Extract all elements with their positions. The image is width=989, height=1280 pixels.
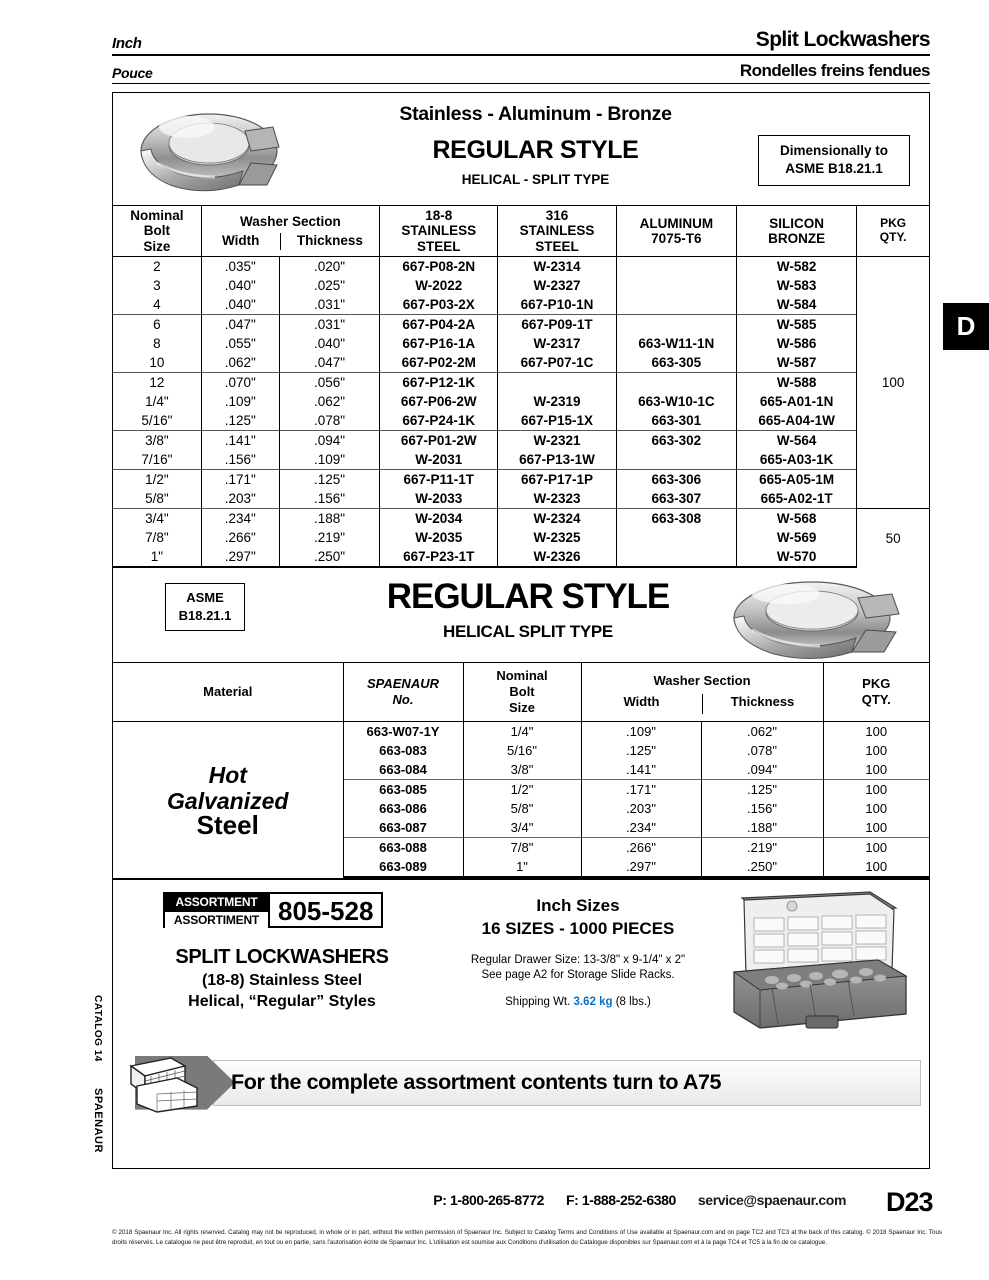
cell-18-8-stainless: 667-P03-2X bbox=[380, 295, 498, 315]
table-row bbox=[113, 470, 929, 490]
cell-width: .234" bbox=[581, 818, 701, 838]
cell-bolt-size: 3/4" bbox=[113, 509, 201, 529]
cell-316-stainless: W-2324 bbox=[498, 509, 616, 529]
th-316-l2: STAINLESS bbox=[519, 223, 595, 239]
th-bronze-l1: SILICON bbox=[769, 215, 824, 231]
cell-thickness: .109" bbox=[279, 450, 379, 470]
cell-bolt-size: 7/16" bbox=[113, 450, 201, 470]
cell-bolt-size: 10 bbox=[113, 353, 201, 373]
section1-type-line: HELICAL - SPLIT TYPE bbox=[461, 172, 610, 187]
cell-bolt-size: 5/8" bbox=[113, 489, 201, 509]
cell-316-stainless: W-2317 bbox=[498, 334, 616, 353]
cell-silicon-bronze: W-585 bbox=[736, 315, 856, 335]
cell-316-stainless: 667-P17-1P bbox=[498, 470, 616, 490]
cell-aluminum bbox=[616, 547, 736, 567]
header-unit-inch: Inch bbox=[112, 35, 142, 52]
cell-width: .109" bbox=[581, 721, 701, 741]
drawer-box-icon bbox=[123, 1054, 221, 1114]
cell-316-stainless: W-2327 bbox=[498, 276, 616, 295]
cell-bolt-size: 1/2" bbox=[463, 779, 581, 799]
cell-aluminum bbox=[616, 315, 736, 335]
assortment-banner[interactable] bbox=[113, 1048, 929, 1118]
cell-silicon-bronze: 665-A03-1K bbox=[736, 450, 856, 470]
th-nominal-l2: Bolt bbox=[143, 223, 170, 239]
table-row bbox=[113, 547, 929, 567]
cell-aluminum: 663-302 bbox=[616, 431, 736, 451]
cell-width: .266" bbox=[201, 528, 279, 547]
cell-bolt-size: 3/8" bbox=[113, 431, 201, 451]
th-188-l2: STAINLESS bbox=[401, 223, 477, 239]
cell-width: .203" bbox=[581, 799, 701, 818]
cell-silicon-bronze: W-586 bbox=[736, 334, 856, 353]
table-row bbox=[113, 334, 929, 353]
cell-width: .040" bbox=[201, 295, 279, 315]
cell-18-8-stainless: W-2035 bbox=[380, 528, 498, 547]
table-row bbox=[113, 257, 929, 277]
th2-pkg-l2: QTY. bbox=[861, 691, 891, 707]
cell-silicon-bronze: W-570 bbox=[736, 547, 856, 567]
assortment-drawer-info bbox=[438, 953, 718, 984]
footer-fax: F: 1-888-252-6380 bbox=[565, 1192, 676, 1208]
cell-316-stainless: 667-P10-1N bbox=[498, 295, 616, 315]
cell-silicon-bronze: 665-A05-1M bbox=[736, 470, 856, 490]
washer-illustration bbox=[127, 101, 292, 197]
cell-316-stainless: W-2321 bbox=[498, 431, 616, 451]
cell-spaenaur-no: 663-085 bbox=[343, 779, 463, 799]
cell-aluminum: 663-307 bbox=[616, 489, 736, 509]
th-silicon-bronze bbox=[736, 206, 856, 257]
cell-bolt-size: 5/16" bbox=[463, 741, 581, 760]
cell-width: .171" bbox=[581, 779, 701, 799]
th-nominal-l3: Size bbox=[143, 238, 171, 254]
table-row bbox=[113, 373, 929, 393]
cell-thickness: .188" bbox=[279, 509, 379, 529]
cell-thickness: .094" bbox=[701, 760, 823, 780]
cell-thickness: .078" bbox=[279, 411, 379, 431]
th-washer-section: Washer Section bbox=[240, 214, 341, 230]
cell-aluminum bbox=[616, 373, 736, 393]
th2-nom-l1: Nominal bbox=[496, 668, 548, 684]
cell-aluminum bbox=[616, 450, 736, 470]
cell-width: .234" bbox=[201, 509, 279, 529]
th-washer-section-group bbox=[201, 206, 379, 257]
shipping-prefix: Shipping Wt. bbox=[505, 995, 574, 1008]
cell-316-stainless: 667-P13-1W bbox=[498, 450, 616, 470]
cell-18-8-stainless: 667-P04-2A bbox=[380, 315, 498, 335]
asme-standard-box bbox=[165, 583, 245, 631]
margin-brand-text: SPAENAUR bbox=[92, 1088, 104, 1153]
cell-316-stainless: 667-P15-1X bbox=[498, 411, 616, 431]
split-lockwasher-photo-2 bbox=[696, 572, 926, 662]
dim-box-line2: ASME B18.21.1 bbox=[785, 161, 883, 177]
cell-silicon-bronze: W-582 bbox=[736, 257, 856, 277]
page-header bbox=[112, 28, 930, 84]
cell-316-stainless: W-2323 bbox=[498, 489, 616, 509]
hot-galvanized-steel-table bbox=[113, 663, 929, 878]
cell-316-stainless: W-2319 bbox=[498, 392, 616, 411]
assortment-storage-note: See page A2 for Storage Slide Racks. bbox=[481, 969, 675, 982]
footer-phone: P: 1-800-265-8772 bbox=[433, 1192, 544, 1208]
cell-width: .171" bbox=[201, 470, 279, 490]
cell-silicon-bronze: W-588 bbox=[736, 373, 856, 393]
cell-316-stainless: 667-P09-1T bbox=[498, 315, 616, 335]
cell-thickness: .031" bbox=[279, 315, 379, 335]
th2-nom-l2: Bolt bbox=[509, 684, 535, 700]
cell-bolt-size: 3/4" bbox=[463, 818, 581, 838]
header-unit-pouce: Pouce bbox=[112, 65, 153, 81]
cell-width: .062" bbox=[201, 353, 279, 373]
cell-thickness: .219" bbox=[279, 528, 379, 547]
cell-silicon-bronze: 665-A02-1T bbox=[736, 489, 856, 509]
shipping-kg: 3.62 kg bbox=[573, 995, 613, 1008]
cell-18-8-stainless: W-2022 bbox=[380, 276, 498, 295]
cell-thickness: .250" bbox=[701, 857, 823, 877]
table-row bbox=[113, 295, 929, 315]
cell-18-8-stainless: 667-P02-2M bbox=[380, 353, 498, 373]
cell-width: .070" bbox=[201, 373, 279, 393]
cell-aluminum: 663-W11-1N bbox=[616, 334, 736, 353]
th-pkg-qty bbox=[857, 206, 929, 257]
th2-nom-l3: Size bbox=[508, 699, 535, 715]
table-row bbox=[113, 489, 929, 509]
cell-18-8-stainless: 667-P06-2W bbox=[380, 392, 498, 411]
cell-thickness: .156" bbox=[279, 489, 379, 509]
table-row bbox=[113, 411, 929, 431]
th-316-l1: 316 bbox=[545, 208, 569, 223]
th-pkg-l2: QTY. bbox=[879, 230, 907, 245]
cell-18-8-stainless: 667-P23-1T bbox=[380, 547, 498, 567]
section-tab-d[interactable]: D bbox=[943, 303, 989, 350]
table-row bbox=[113, 315, 929, 335]
cell-18-8-stainless: 667-P11-1T bbox=[380, 470, 498, 490]
th-nominal-bolt-size bbox=[113, 206, 201, 257]
cell-material bbox=[113, 721, 343, 877]
cell-width: .203" bbox=[201, 489, 279, 509]
washer-illustration-2 bbox=[696, 572, 926, 662]
table-row bbox=[113, 528, 929, 547]
th2-spaenaur-no bbox=[343, 663, 463, 721]
th2-washer-section-group bbox=[581, 663, 823, 721]
page-footer bbox=[112, 1192, 930, 1208]
cell-thickness: .062" bbox=[701, 721, 823, 741]
assortment-details bbox=[438, 896, 718, 1008]
assortment-number: 805-528 bbox=[268, 894, 381, 926]
th2-washer-section: Washer Section bbox=[653, 672, 751, 688]
cell-thickness: .047" bbox=[279, 353, 379, 373]
margin-catalog-text: CATALOG 14 bbox=[92, 995, 103, 1062]
assortment-shipping-weight bbox=[438, 996, 718, 1008]
cell-silicon-bronze: W-584 bbox=[736, 295, 856, 315]
cell-spaenaur-no: 663-084 bbox=[343, 760, 463, 780]
cell-316-stainless: W-2325 bbox=[498, 528, 616, 547]
assortment-title-l1: SPLIT LOCKWASHERS bbox=[175, 945, 389, 968]
cell-thickness: .078" bbox=[701, 741, 823, 760]
assortment-drawer-size: Regular Drawer Size: 13-3/8" x 9-1/4" x 2" bbox=[470, 953, 686, 966]
cell-width: .125" bbox=[581, 741, 701, 760]
section2-header bbox=[113, 568, 929, 663]
th2-pkg-l1: PKG bbox=[862, 676, 891, 692]
th-width: Width bbox=[222, 232, 260, 248]
section1-style-title: REGULAR STYLE bbox=[432, 136, 639, 164]
th-188-l1: 18-8 bbox=[425, 208, 453, 223]
cell-316-stainless bbox=[498, 373, 616, 393]
assortment-drawer-box-photo bbox=[720, 888, 915, 1040]
cell-pkg-qty: 100 bbox=[823, 818, 929, 838]
assortment-title-l2: (18-8) Stainless Steel bbox=[201, 971, 363, 989]
table1-body bbox=[113, 257, 929, 568]
th-316-stainless bbox=[498, 206, 616, 257]
cell-pkg-qty: 100 bbox=[823, 857, 929, 877]
cell-thickness: .056" bbox=[279, 373, 379, 393]
cell-18-8-stainless: 667-P24-1K bbox=[380, 411, 498, 431]
page-number: D23 bbox=[886, 1187, 933, 1217]
cell-bolt-size: 1" bbox=[113, 547, 201, 567]
cell-aluminum bbox=[616, 276, 736, 295]
cell-bolt-size: 4 bbox=[113, 295, 201, 315]
section1-materials-title: Stainless - Aluminum - Bronze bbox=[399, 103, 672, 125]
material-line3: Steel bbox=[196, 810, 259, 841]
assortment-inch-sizes: Inch Sizes bbox=[536, 895, 620, 915]
section1-header bbox=[113, 93, 929, 205]
header-rule-2 bbox=[112, 83, 930, 84]
cell-bolt-size: 5/16" bbox=[113, 411, 201, 431]
cell-aluminum bbox=[616, 257, 736, 277]
section1-titles bbox=[338, 103, 733, 187]
cell-width: .055" bbox=[201, 334, 279, 353]
dim-box-line1: Dimensionally to bbox=[779, 143, 889, 158]
cell-thickness: .031" bbox=[279, 295, 379, 315]
th2-thickness: Thickness bbox=[702, 694, 823, 714]
th-18-8-stainless bbox=[380, 206, 498, 257]
cell-aluminum: 663-301 bbox=[616, 411, 736, 431]
cell-silicon-bronze: W-587 bbox=[736, 353, 856, 373]
cell-aluminum: 663-306 bbox=[616, 470, 736, 490]
cell-silicon-bronze: W-569 bbox=[736, 528, 856, 547]
drawer-box-illustration bbox=[720, 888, 915, 1040]
cell-thickness: .125" bbox=[279, 470, 379, 490]
cell-width: .047" bbox=[201, 315, 279, 335]
table-row bbox=[113, 392, 929, 411]
cell-18-8-stainless: 667-P08-2N bbox=[380, 257, 498, 277]
th-pkg-l1: PKG bbox=[880, 216, 907, 231]
asme-l1: ASME bbox=[186, 590, 224, 606]
cell-bolt-size: 1/4" bbox=[113, 392, 201, 411]
table-row bbox=[113, 721, 929, 741]
assortment-section bbox=[113, 878, 929, 1048]
assortment-title-l3: Helical, “Regular” Styles bbox=[188, 992, 376, 1010]
th2-pkg-qty bbox=[823, 663, 929, 721]
header-title-en: Split Lockwashers bbox=[755, 28, 930, 51]
th-aluminum bbox=[616, 206, 736, 257]
table2-body bbox=[113, 721, 929, 877]
copyright-fine-print: © 2018 Spaenaur Inc. All rights reserved. Catalog may not be reproduced, in whole or in part, without the written permission of Spaenaur Inc. Subject to Catalog Terms and Conditions of Use available at Spaenaur.com and on page TC2 and TC3 at the back of this catalog. © 2018 Spaenaur Inc. Tous droits réservés. Le catalogue ne peut être reproduit, en tout ou en partie, sans l'autorisation écrite de Spaenaur Inc. L'utilisation est soumise aux Conditions d'utilisation du Catalogue disponibles sur Spaenaur.com et à la page TC4 et TC5 à la fin de ce catalogue. bbox=[112, 1229, 942, 1246]
cell-18-8-stainless: W-2031 bbox=[380, 450, 498, 470]
header-rule bbox=[112, 54, 930, 56]
cell-width: .125" bbox=[201, 411, 279, 431]
th-alum-l2: 7075-T6 bbox=[651, 231, 702, 247]
cell-silicon-bronze: W-583 bbox=[736, 276, 856, 295]
cell-18-8-stainless: W-2034 bbox=[380, 509, 498, 529]
material-line1: Hot bbox=[208, 761, 247, 788]
stainless-aluminum-bronze-table bbox=[113, 205, 929, 568]
cell-width: .141" bbox=[581, 760, 701, 780]
section2-style-title: REGULAR STYLE bbox=[386, 577, 670, 617]
cell-thickness: .062" bbox=[279, 392, 379, 411]
cell-316-stainless: W-2326 bbox=[498, 547, 616, 567]
content-frame bbox=[112, 92, 930, 1169]
cell-thickness: .250" bbox=[279, 547, 379, 567]
table-row bbox=[113, 431, 929, 451]
cell-bolt-size: 12 bbox=[113, 373, 201, 393]
cell-aluminum bbox=[616, 295, 736, 315]
cell-18-8-stainless: 667-P12-1K bbox=[380, 373, 498, 393]
th-alum-l1: ALUMINUM bbox=[639, 215, 714, 231]
cell-spaenaur-no: 663-W07-1Y bbox=[343, 721, 463, 741]
cell-bolt-size: 1/4" bbox=[463, 721, 581, 741]
assortment-piece-count: 16 SIZES - 1000 PIECES bbox=[481, 918, 675, 938]
cell-pkg-qty: 100 bbox=[823, 837, 929, 857]
cell-thickness: .040" bbox=[279, 334, 379, 353]
cell-thickness: .025" bbox=[279, 276, 379, 295]
cell-width: .035" bbox=[201, 257, 279, 277]
dimensional-standard-box bbox=[758, 135, 910, 186]
shipping-lbs: (8 lbs.) bbox=[612, 995, 651, 1008]
cell-thickness: .125" bbox=[701, 779, 823, 799]
cell-width: .156" bbox=[201, 450, 279, 470]
cell-silicon-bronze: W-568 bbox=[736, 509, 856, 529]
cell-bolt-size: 3 bbox=[113, 276, 201, 295]
cell-width: .297" bbox=[581, 857, 701, 877]
cell-316-stainless: W-2314 bbox=[498, 257, 616, 277]
cell-thickness: .094" bbox=[279, 431, 379, 451]
cell-bolt-size: 1" bbox=[463, 857, 581, 877]
th-nominal-l1: Nominal bbox=[130, 208, 184, 223]
th2-spn-l1: SPAENAUR bbox=[367, 676, 439, 692]
cell-thickness: .020" bbox=[279, 257, 379, 277]
cell-silicon-bronze: 665-A04-1W bbox=[736, 411, 856, 431]
cell-bolt-size: 3/8" bbox=[463, 760, 581, 780]
th-thickness: Thickness bbox=[280, 233, 379, 250]
cell-thickness: .219" bbox=[701, 837, 823, 857]
banner-text: For the complete assortment contents turn to A75 bbox=[231, 1070, 722, 1095]
cell-bolt-size: 5/8" bbox=[463, 799, 581, 818]
cell-pkg-qty: 100 bbox=[823, 779, 929, 799]
banner-box-illustration bbox=[123, 1054, 221, 1114]
cell-pkg-qty: 100 bbox=[823, 721, 929, 741]
cell-spaenaur-no: 663-088 bbox=[343, 837, 463, 857]
th2-nominal-bolt-size bbox=[463, 663, 581, 721]
cell-18-8-stainless: 667-P01-2W bbox=[380, 431, 498, 451]
assortment-badge bbox=[163, 892, 383, 928]
assortment-label-en: ASSORTMENT bbox=[165, 894, 268, 911]
assortment-title-block bbox=[137, 946, 427, 1011]
cell-thickness: .156" bbox=[701, 799, 823, 818]
cell-thickness: .188" bbox=[701, 818, 823, 838]
cell-width: .266" bbox=[581, 837, 701, 857]
cell-aluminum: 663-308 bbox=[616, 509, 736, 529]
material-line2: Galvanized bbox=[167, 787, 289, 814]
assortment-label-fr: ASSORTIMENT bbox=[165, 911, 268, 929]
table-row bbox=[113, 276, 929, 295]
cell-bolt-size: 7/8" bbox=[113, 528, 201, 547]
cell-silicon-bronze: 665-A01-1N bbox=[736, 392, 856, 411]
cell-silicon-bronze: W-564 bbox=[736, 431, 856, 451]
th2-spn-l2: No. bbox=[392, 691, 414, 707]
cell-width: .109" bbox=[201, 392, 279, 411]
cell-pkg-qty: 100 bbox=[823, 760, 929, 780]
cell-bolt-size: 8 bbox=[113, 334, 201, 353]
th2-width: Width bbox=[623, 694, 660, 710]
cell-bolt-size: 6 bbox=[113, 315, 201, 335]
th-bronze-l2: BRONZE bbox=[768, 231, 826, 247]
th-316-l3: STEEL bbox=[535, 238, 579, 254]
cell-18-8-stainless: W-2033 bbox=[380, 489, 498, 509]
table-row bbox=[113, 450, 929, 470]
cell-width: .040" bbox=[201, 276, 279, 295]
cell-bolt-size: 1/2" bbox=[113, 470, 201, 490]
cell-pkg-qty: 100 bbox=[823, 799, 929, 818]
cell-width: .141" bbox=[201, 431, 279, 451]
cell-pkg-qty: 50 bbox=[857, 509, 929, 568]
cell-width: .297" bbox=[201, 547, 279, 567]
cell-spaenaur-no: 663-087 bbox=[343, 818, 463, 838]
split-lockwasher-photo bbox=[127, 101, 292, 197]
header-title-fr: Rondelles freins fendues bbox=[739, 61, 930, 80]
cell-pkg-qty: 100 bbox=[823, 741, 929, 760]
cell-bolt-size: 7/8" bbox=[463, 837, 581, 857]
table-row bbox=[113, 353, 929, 373]
table-row bbox=[113, 509, 929, 529]
footer-email[interactable]: service@spaenaur.com bbox=[697, 1192, 846, 1208]
cell-aluminum bbox=[616, 528, 736, 547]
cell-18-8-stainless: 667-P16-1A bbox=[380, 334, 498, 353]
th2-material: Material bbox=[113, 663, 343, 721]
cell-aluminum: 663-305 bbox=[616, 353, 736, 373]
cell-spaenaur-no: 663-086 bbox=[343, 799, 463, 818]
cell-316-stainless: 667-P07-1C bbox=[498, 353, 616, 373]
cell-spaenaur-no: 663-083 bbox=[343, 741, 463, 760]
cell-spaenaur-no: 663-089 bbox=[343, 857, 463, 877]
cell-aluminum: 663-W10-1C bbox=[616, 392, 736, 411]
cell-bolt-size: 2 bbox=[113, 257, 201, 277]
th-188-l3: STEEL bbox=[417, 238, 461, 254]
cell-pkg-qty: 100 bbox=[857, 257, 929, 509]
asme-l2: B18.21.1 bbox=[178, 607, 232, 623]
assortment-divider bbox=[113, 878, 929, 880]
section2-type-line: HELICAL SPLIT TYPE bbox=[443, 622, 613, 642]
